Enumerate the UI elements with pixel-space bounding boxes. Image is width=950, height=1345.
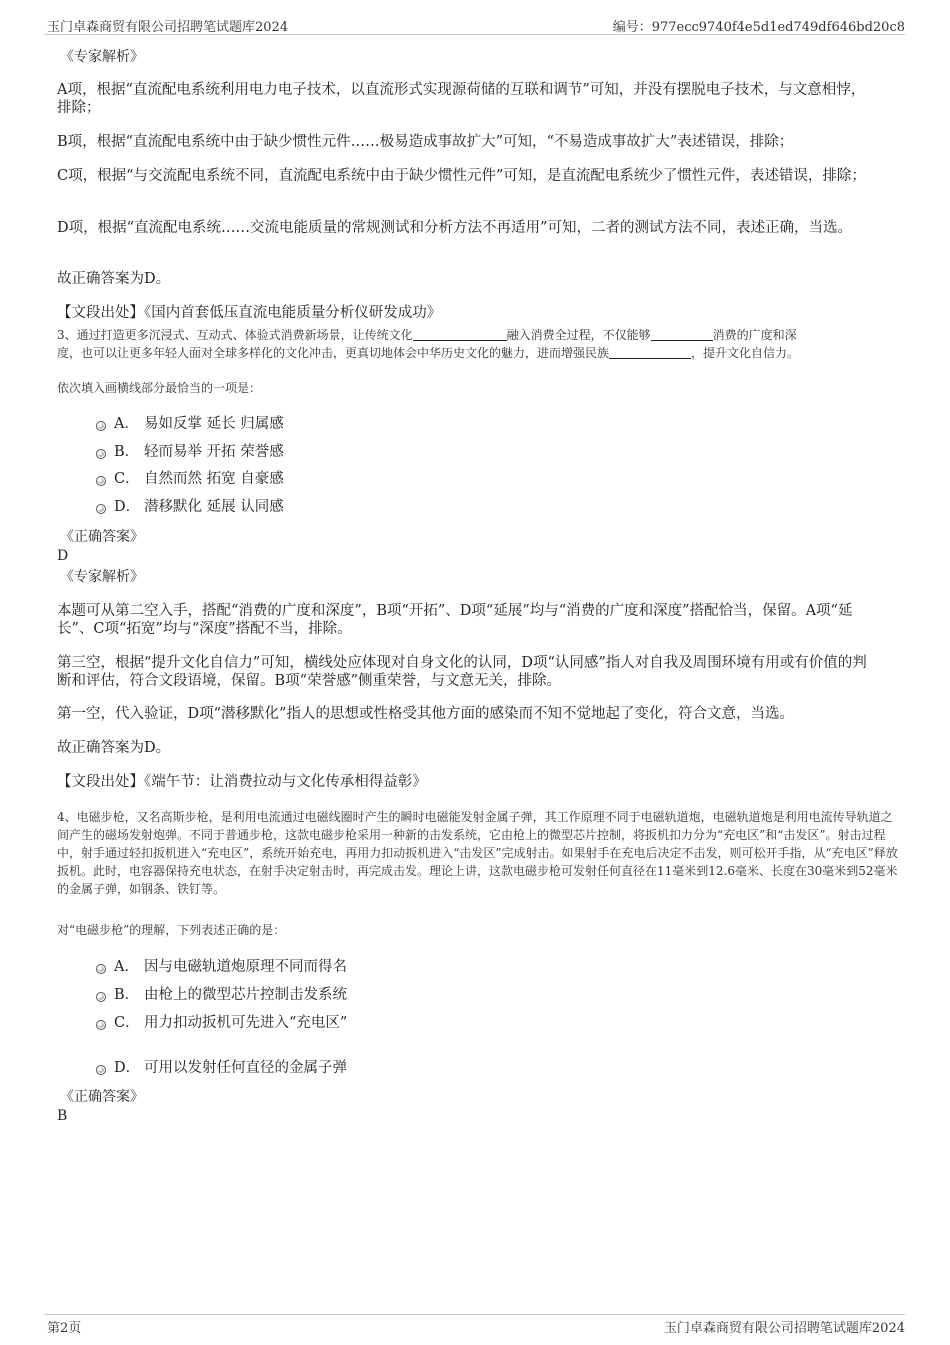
q3-analysis-label: 《专家解析》	[60, 569, 144, 585]
radio-icon[interactable]	[96, 992, 106, 1002]
q4-answer-label: 《正确答案》	[60, 1089, 144, 1105]
q4-option-c[interactable]: C． 用力扣动扳机可先进入“充电区”	[96, 1014, 347, 1032]
page-number: 第2页	[47, 1321, 82, 1336]
q4-prompt: 对“电磁步枪”的理解，下列表述正确的是：	[57, 923, 286, 937]
page-footer	[45, 1314, 905, 1335]
q4-stem: 4、电磁步枪，又名高斯步枪，是利用电流通过电磁线圈时产生的瞬时电磁能发射金属子弹，其工作原理不同于电磁轨道炮，电磁轨道炮是利用电流传导轨道之间产生的磁场发射炮弹。不同于普通步枪，这款电磁步枪采用一种新的击发系统，它由枪上的微型芯片控制，将扳机扣力分为“充电区”和“击发区”。射击过程中，射手通过轻扣扳机进入“充电区”，系统开始充电，再用力扣动扳机进入“击发区”完成射击。如果射手在充电后决定不击发，则可松开手指，从“充电区”释放扳机。此时，电容器保持充电状态，在射手决定射击时，再完成击发。理论上讲，这款电磁步枪可发射任何直径在11毫米到12.6毫米、长度在30毫米到52毫米的金属子弹，如钢条、铁钉等。	[57, 810, 898, 896]
radio-icon[interactable]	[96, 1065, 106, 1075]
q3-answer: D	[57, 548, 69, 564]
radio-icon[interactable]	[96, 1020, 106, 1030]
q3-prompt: 依次填入画横线部分最恰当的一项是：	[57, 381, 262, 395]
page-header	[45, 14, 905, 35]
q2-analysis-b: B项，根据“直流配电系统中由于缺少惯性元件……极易造成事故扩大”可知，“不易造成事故扩大”表述错误，排除；	[57, 134, 794, 150]
q3-analysis-p2: 第三空，根据“提升文化自信力”可知，横线处应体现对自身文化的认同，D项“认同感”指人对自我及周围环境有用或有价值的判断和评估，符合文段语境，保留。B项“荣誉感”侧重荣誉，与文意无关，排除。	[57, 655, 867, 689]
q3-option-d[interactable]: D． 潜移默化 延展 认同感	[96, 498, 284, 516]
q2-analysis-a: A项，根据“直流配电系统利用电力电子技术，以直流形式实现源荷储的互联和调节”可知，并没有摆脱电子技术，与文意相悖，排除；	[57, 82, 866, 116]
q3-analysis-p3: 第一空，代入验证，D项“潜移默化”指人的思想或性格受其他方面的感染而不知不觉地起了变化，符合文意，当选。	[57, 706, 794, 722]
footer-title: 玉门卓森商贸有限公司招聘笔试题库2024	[663, 1321, 905, 1336]
header-doc-id: 编号：977ecc9740f4e5d1ed749df646bd20c8	[612, 20, 905, 35]
radio-icon[interactable]	[96, 476, 106, 486]
radio-icon[interactable]	[96, 449, 106, 459]
q2-analysis-d: D项，根据“直流配电系统……交流电能质量的常规测试和分析方法不再适用”可知，二者的测试方法不同，表述正确，当选。	[57, 220, 852, 236]
q2-source: 【文段出处】《国内首套低压直流电能质量分析仪研发成功》	[57, 305, 442, 321]
q3-conclusion: 故正确答案为D。	[57, 740, 171, 756]
q4-option-b[interactable]: B． 由枪上的微型芯片控制击发系统	[96, 986, 347, 1004]
q3-source: 【文段出处】《端午节：让消费拉动与文化传承相得益彰》	[57, 774, 427, 790]
radio-icon[interactable]	[96, 964, 106, 974]
q3-analysis-p1: 本题可从第二空入手，搭配“消费的广度和深度”，B项“开拓”、D项“延展”均与“消费的广度和深度”搭配恰当，保留。A项“延长”、C项“拓宽”均与“深度”搭配不当，排除。	[57, 603, 853, 637]
header-title: 玉门卓森商贸有限公司招聘笔试题库2024	[47, 20, 289, 35]
q4-option-a[interactable]: A． 因与电磁轨道炮原理不同而得名	[96, 958, 347, 976]
q3-blank-1	[413, 328, 507, 341]
q3-blank-2	[651, 328, 713, 341]
radio-icon[interactable]	[96, 421, 106, 431]
q3-answer-label: 《正确答案》	[60, 529, 144, 545]
q3-option-a[interactable]: A． 易如反掌 延长 归属感	[96, 415, 284, 433]
q3-stem: 3、通过打造更多沉浸式、互动式、体验式消费新场景，让传统文化 融入消费全过程，不仅能够 消费的广度和深 度，也可以让更多年轻人面对全球多样化的文化冲击，更真切地体会中华历史文化的魅力，进而增强民族 ，提升文化自信力。	[57, 328, 800, 360]
q2-analysis-label: 《专家解析》	[60, 49, 144, 65]
q2-conclusion: 故正确答案为D。	[57, 271, 171, 287]
radio-icon[interactable]	[96, 504, 106, 514]
q4-option-d[interactable]: D． 可用以发射任何直径的金属子弹	[96, 1059, 347, 1077]
q2-analysis-c: C项，根据“与交流配电系统不同，直流配电系统中由于缺少惯性元件”可知，是直流配电系统少了惯性元件，表述错误，排除；	[57, 168, 866, 184]
q4-answer: B	[57, 1108, 68, 1124]
q3-option-c[interactable]: C． 自然而然 拓宽 自豪感	[96, 470, 284, 488]
q3-blank-3	[609, 346, 691, 359]
q3-option-b[interactable]: B． 轻而易举 开拓 荣誉感	[96, 443, 284, 461]
